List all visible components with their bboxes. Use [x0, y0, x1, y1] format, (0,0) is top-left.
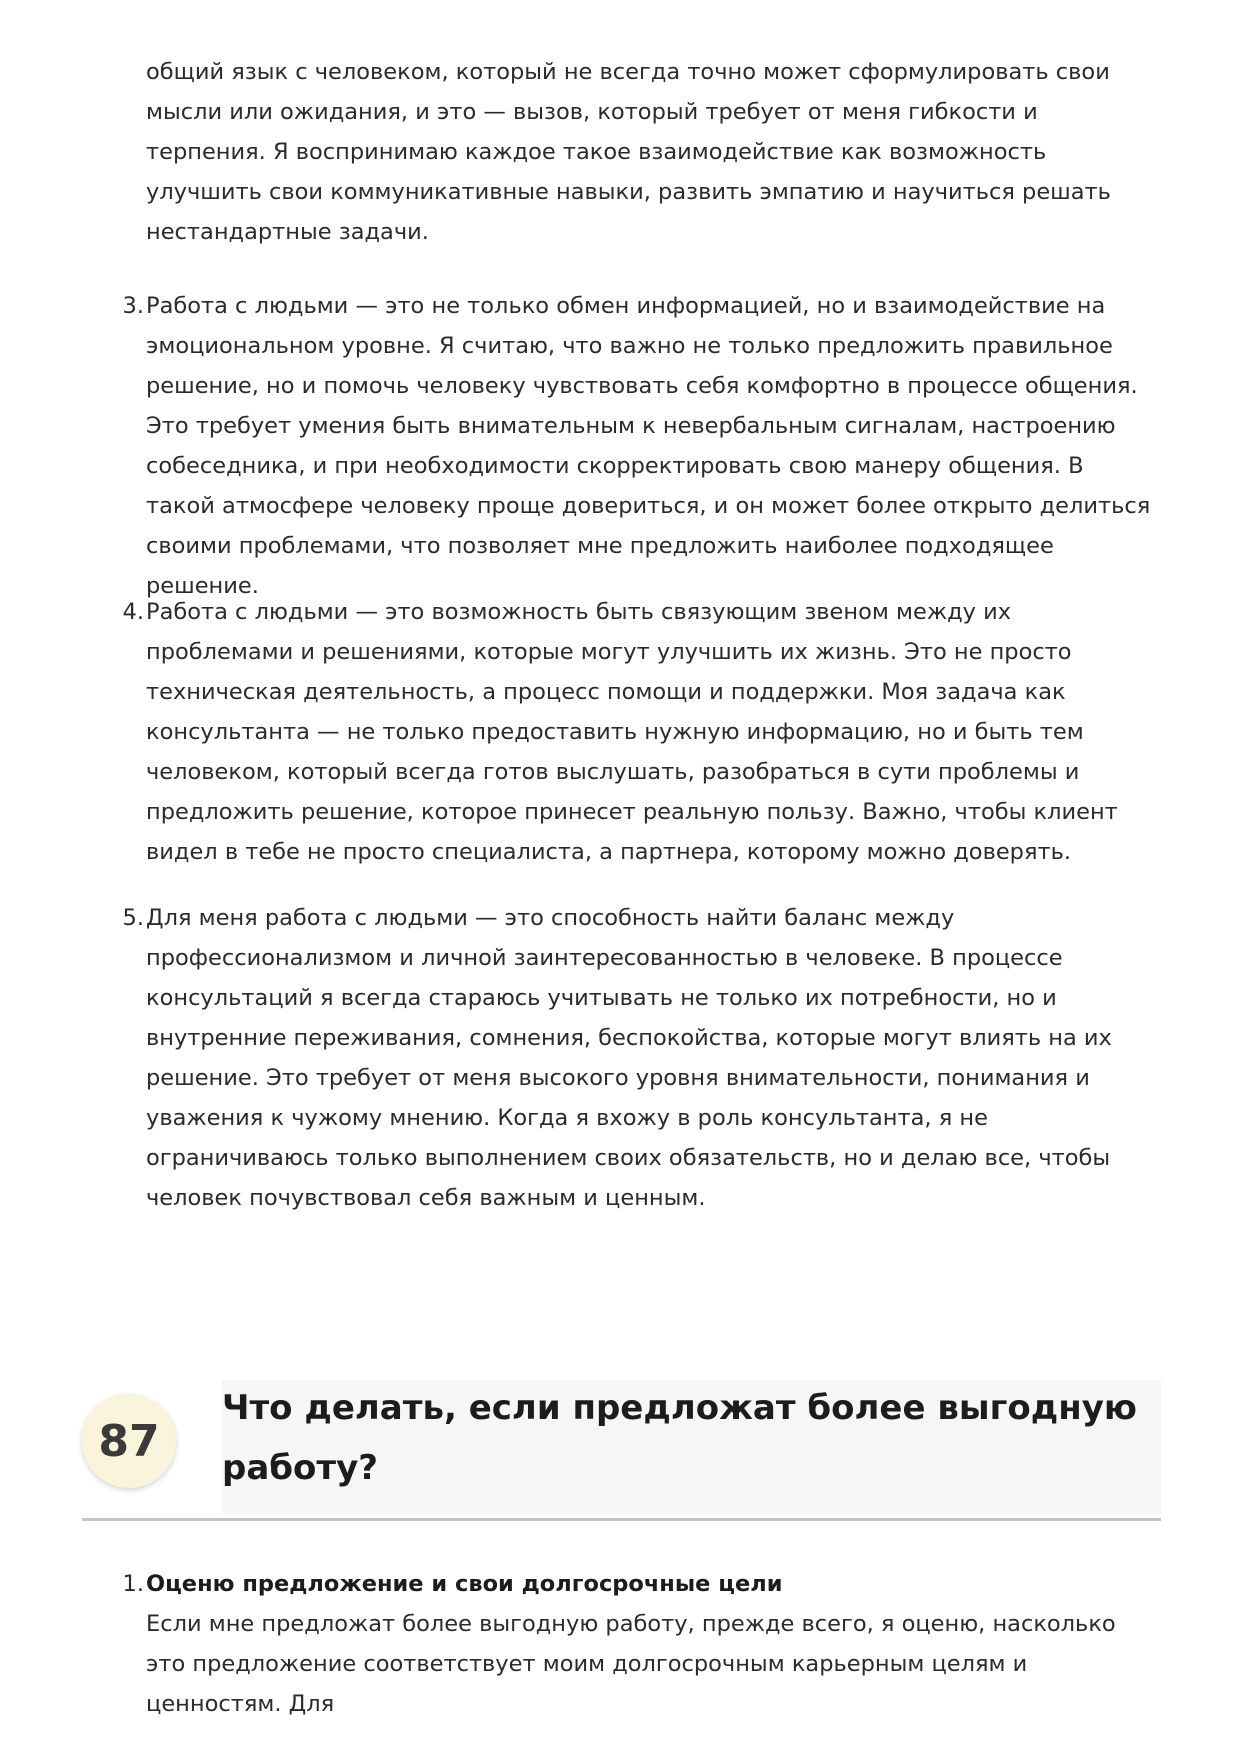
list-item-text: Работа с людьми — это не только обмен информацией, но и взаимодействие на эмоциональном уровне. Я считаю, что важно не только предложить правильное решение, но и помочь человеку чувствовать себя комфортно в процессе общения. Это требует умения быть внимательным к невербальным сигналам, настроению собеседника, и при необходимости скорректировать свою манеру общения. В такой атмосфере человеку проще довериться, и он может более открыто делиться своими проблемами, что позволяет мне предложить наиболее подходящее решение. [146, 293, 1151, 599]
answer-item-number: 1. [122, 1571, 144, 1597]
question-header [82, 1372, 1161, 1518]
list-item [122, 898, 1156, 1218]
list-item-text: Работа с людьми — это возможность быть связующим звеном между их проблемами и решениями, которые могут улучшить их жизнь. Это не просто техническая деятельность, а процесс помощи и поддержки. Моя задача как консультанта — не только предоставить нужную информацию, но и быть тем человеком, который всегда готов выслушать, разобраться в сути проблемы и предложить решение, которое принесет реальную пользу. Важно, чтобы клиент видел в тебе не просто специалиста, а партнера, которому можно доверять. [146, 599, 1118, 865]
question-divider [82, 1518, 1161, 1521]
list-item-number: 3. [122, 293, 144, 319]
intro-paragraph: общий язык с человеком, который не всегда точно может сформулировать свои мысли или ожидания, и это — вызов, который требует от меня гибкости и терпения. Я воспринимаю каждое такое взаимодействие как возможность улучшить свои коммуникативные навыки, развить эмпатию и научиться решать нестандартные задачи. [146, 59, 1111, 245]
list-item-text: Для меня работа с людьми — это способность найти баланс между профессионализмом и личной заинтересованностью в человеке. В процессе консультаций я всегда стараюсь учитывать не только их потребности, но и внутренние переживания, сомнения, беспокойства, которые могут влиять на их решение. Это требует от меня высокого уровня внимательности, понимания и уважения к чужому мнению. Когда я вхожу в роль консультанта, я не ограничиваюсь только выполнением своих обязательств, но и делаю все, чтобы человек почувствовал себя важным и ценным. [146, 905, 1112, 1211]
list-item-number: 5. [122, 905, 144, 931]
list-item [122, 592, 1156, 872]
question-title: Что делать, если предложат более выгодную работу? [222, 1388, 1137, 1488]
answer-item-heading: Оценю предложение и свои долгосрочные цели [146, 1571, 783, 1597]
answer-item-text: Если мне предложат более выгодную работу, прежде всего, я оценю, насколько это предложение соответствует моим долгосрочным карьерным целям и ценностям. Для [146, 1611, 1116, 1717]
list-item-number: 4. [122, 599, 144, 625]
list-item [122, 286, 1156, 606]
answer-list-item [122, 1564, 1156, 1724]
question-number-badge: 87 [82, 1394, 176, 1488]
